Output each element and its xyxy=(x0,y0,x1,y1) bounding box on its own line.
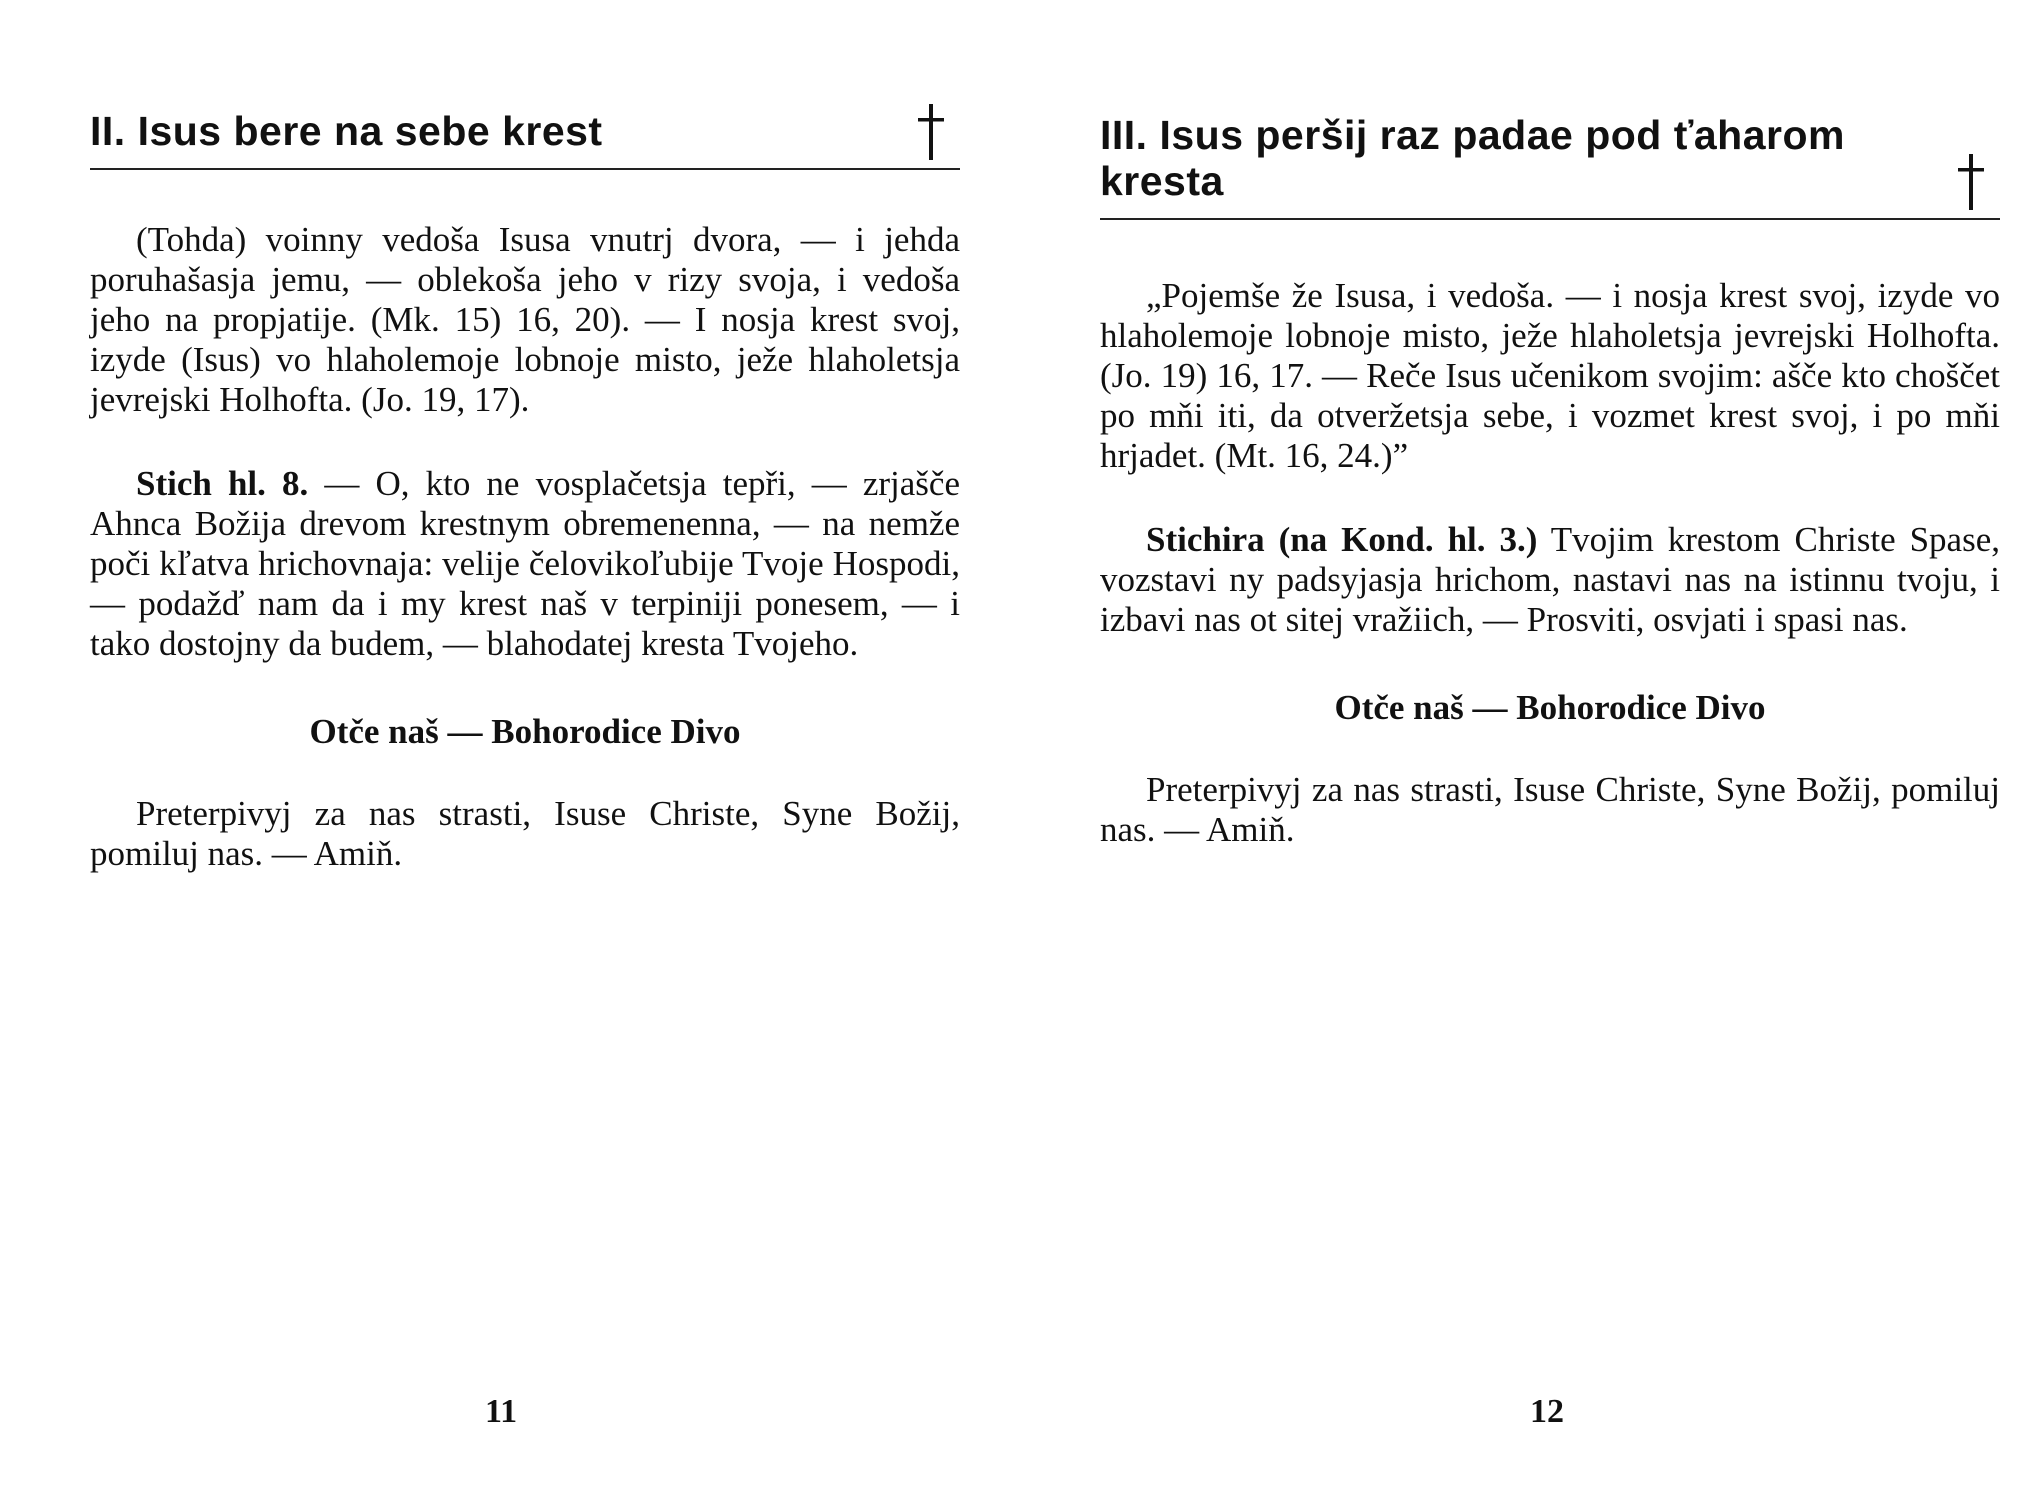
closing-prayer: Preterpivyj za nas strasti, Isuse Christe, Syne Božij, pomiluj nas. — Amiň. xyxy=(1100,770,2000,849)
prayer-line: Otče naš — Bohorodice Divo xyxy=(1334,688,1766,727)
cross-icon xyxy=(916,104,946,160)
stich-paragraph xyxy=(90,464,960,664)
chapter-heading xyxy=(90,108,960,170)
stichira-label: Stichira (na Kond. hl. 3.) xyxy=(1146,520,1538,559)
closing-prayer: Preterpivyj za nas strasti, Isuse Christe, Syne Božij, pomiluj nas. — Amiň. xyxy=(90,794,960,873)
stich-label: Stich hl. 8. xyxy=(136,464,309,503)
chapter-heading xyxy=(1100,112,2000,220)
stichira-paragraph xyxy=(1100,520,2000,640)
prayer-line: Otče naš — Bohorodice Divo xyxy=(309,712,741,751)
scripture-paragraph: (Tohda) voinny vedoša Isusa vnutrj dvora, — i jehda poruhašasja jemu, — oblekoša jeho v rizy svoja, i vedoša jeho na propjatije. (Mk. 15) 16, 20). — I nosja krest svoj, izyde (Isus) vo hlaholemoje lobnoje misto, ježe hlaholetsja jevrejski Holhofta. (Jo. 19, 17). xyxy=(90,220,960,419)
stich-text: — O, kto ne vosplačetsja tepři, — zrjašče Ahnca Božija drevom krestnym obremenenna, — na nemže poči kľatva hrichovnaja: velije čelovikoľubije Tvoje Hospodi, — podažď nam da i my krest naš v terpiniji ponesem, — i tako dostojny da budem, — blahodatej kresta Tvojeho. xyxy=(90,464,960,663)
stichira-text: Tvojim krestom Christe Spase, vozstavi ny padsyjasja hrichom, nastavi nas na istinnu tvoju, i izbavi nas ot sitej vražiich, — Prosviti, osvjati i spasi nas. xyxy=(1100,520,2000,639)
right-page xyxy=(1100,0,2000,1500)
page-number: 11 xyxy=(485,1393,518,1430)
scripture-paragraph: „Pojemše že Isusa, i vedoša. — i nosja krest svoj, izyde vo hlaholemoje lobnoje misto, ježe hlaholetsja jevrejski Holhofta. (Jo. 19) 16, 17. — Reče Isus učenikom svojim: ašče kto choščet po mňi iti, da otveržetsja sebe, i vozmet krest svoj, i po mňi hrjadet. (Mt. 16, 24.)” xyxy=(1100,276,2000,475)
chapter-title: III. Isus peršij raz padae pod ťaharom kresta xyxy=(1100,112,1845,204)
left-page xyxy=(90,0,960,1500)
page-number: 12 xyxy=(1530,1393,1564,1430)
chapter-title: II. Isus bere na sebe krest xyxy=(90,108,603,154)
cross-icon xyxy=(1956,154,1986,210)
